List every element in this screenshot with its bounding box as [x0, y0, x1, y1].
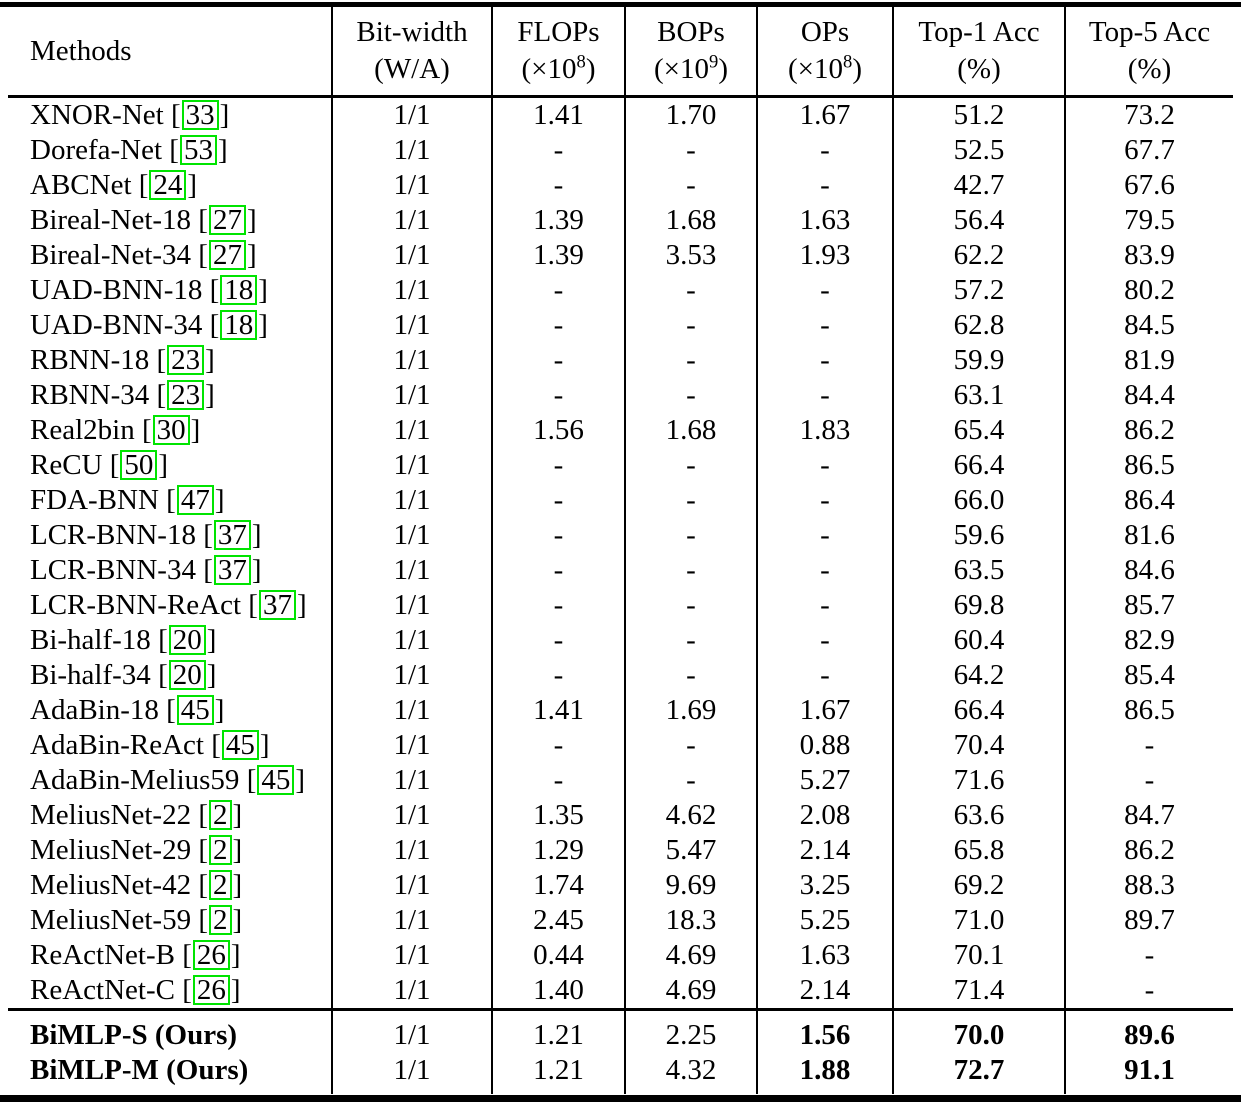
- citation-link[interactable]: 33: [182, 100, 219, 130]
- citation-link[interactable]: 2: [209, 800, 232, 830]
- bops-value: 1.68: [625, 203, 757, 238]
- table-body-ours: [8, 1010, 1233, 1095]
- citation-link[interactable]: 18: [220, 310, 257, 340]
- method-cell: Dorefa-Net [ 53 ]: [8, 133, 332, 168]
- method-cell: Bi-half-18 [ 20 ]: [8, 623, 332, 658]
- top1-value: 60.4: [893, 623, 1065, 658]
- table-row: [8, 588, 1233, 623]
- method-cell: [8, 1010, 332, 1054]
- table-row: [8, 658, 1233, 693]
- citation-link[interactable]: 2: [209, 905, 232, 935]
- method-name: RBNN-34: [30, 379, 150, 411]
- wa-value: 1/1: [332, 728, 492, 763]
- ops-value: 5.25: [757, 903, 893, 938]
- table-row: [8, 413, 1233, 448]
- method-cell: MeliusNet-29 [ 2 ]: [8, 833, 332, 868]
- top1-value: 62.2: [893, 238, 1065, 273]
- bops-value: -: [625, 448, 757, 483]
- header-row: [8, 7, 1233, 97]
- citation-link[interactable]: 45: [222, 730, 259, 760]
- ops-value: 2.08: [757, 798, 893, 833]
- column-unit: $(\times 10^8)$: [521, 51, 596, 85]
- method-name: AdaBin-18: [30, 694, 159, 726]
- wa-value: 1/1: [332, 833, 492, 868]
- table-row: [8, 518, 1233, 553]
- top5-value: 84.4: [1124, 379, 1175, 411]
- table-row: [8, 343, 1233, 378]
- table-row: [8, 308, 1233, 343]
- method-name: XNOR-Net: [30, 99, 164, 131]
- method-cell: ReCU [ 50 ]: [8, 448, 332, 483]
- table-row: [8, 938, 1233, 973]
- ops-value: -: [757, 623, 893, 658]
- table-row: [8, 203, 1233, 238]
- citation-link[interactable]: 18: [220, 275, 257, 305]
- bops-value: -: [625, 623, 757, 658]
- citation-link[interactable]: 2: [209, 870, 232, 900]
- method-name: ReActNet-C: [30, 974, 175, 1006]
- ops-value: -: [757, 483, 893, 518]
- ops-value: -: [757, 273, 893, 308]
- citation-link[interactable]: 53: [180, 135, 217, 165]
- wa-value: 1/1: [332, 693, 492, 728]
- method-name: MeliusNet-59: [30, 904, 192, 936]
- wa-value: 1/1: [332, 413, 492, 448]
- bops-value: -: [625, 133, 757, 168]
- top1-value: 57.2: [893, 273, 1065, 308]
- method-name: RBNN-18: [30, 344, 150, 376]
- top5-value: 89.7: [1124, 904, 1175, 936]
- ops-value: 1.63: [757, 938, 893, 973]
- method-name: UAD-BNN-18: [30, 274, 203, 306]
- wa-value: 1/1: [332, 938, 492, 973]
- method-name: MeliusNet-22: [30, 799, 192, 831]
- top5-value: 67.7: [1124, 134, 1175, 166]
- ops-value: 0.88: [757, 728, 893, 763]
- flops-value: 0.44: [492, 938, 625, 973]
- bops-value: -: [625, 273, 757, 308]
- wa-value: 1/1: [332, 518, 492, 553]
- method-name: Dorefa-Net: [30, 134, 163, 166]
- table-header: [8, 7, 1233, 97]
- bops-value: -: [625, 308, 757, 343]
- flops-value: 1.21: [492, 1010, 625, 1054]
- wa-value: 1/1: [332, 168, 492, 203]
- method-name: ReCU: [30, 449, 103, 481]
- top1-value: 56.4: [893, 203, 1065, 238]
- top5-value: 89.6: [1124, 1019, 1175, 1051]
- top1-value: 66.0: [893, 483, 1065, 518]
- wa-value: 1/1: [332, 273, 492, 308]
- citation-link[interactable]: 26: [193, 975, 230, 1005]
- top1-value: 52.5: [893, 133, 1065, 168]
- table-bottom-rule: [0, 1095, 1241, 1102]
- citation-link[interactable]: 27: [209, 205, 246, 235]
- wa-value: 1/1: [332, 343, 492, 378]
- table-row: [8, 273, 1233, 308]
- ops-value: 1.93: [757, 238, 893, 273]
- ops-value: 2.14: [757, 833, 893, 868]
- method-name: Bi-half-34: [30, 659, 151, 691]
- bops-value: 4.69: [625, 938, 757, 973]
- table-row: [8, 833, 1233, 868]
- citation-link[interactable]: 45: [177, 695, 214, 725]
- top5-value: 85.4: [1124, 659, 1175, 691]
- top1-value: 71.4: [893, 973, 1065, 1010]
- bops-value: -: [625, 518, 757, 553]
- flops-value: 1.29: [492, 833, 625, 868]
- table-row: [8, 798, 1233, 833]
- table-row: [8, 763, 1233, 798]
- ops-value: 1.67: [757, 693, 893, 728]
- top1-value: 62.8: [893, 308, 1065, 343]
- flops-value: -: [492, 728, 625, 763]
- bops-value: 4.62: [625, 798, 757, 833]
- method-cell: LCR-BNN-34 [ 37 ]: [8, 553, 332, 588]
- wa-value: 1/1: [332, 658, 492, 693]
- bops-value: 3.53: [625, 238, 757, 273]
- top5-value: 86.5: [1124, 694, 1175, 726]
- method-cell: AdaBin-18 [ 45 ]: [8, 693, 332, 728]
- flops-value: -: [492, 658, 625, 693]
- method-cell: Bi-half-34 [ 20 ]: [8, 658, 332, 693]
- bops-value: -: [625, 168, 757, 203]
- top1-value: 51.2: [893, 97, 1065, 134]
- top5-value: 86.4: [1124, 484, 1175, 516]
- method-cell: ReActNet-B [ 26 ]: [8, 938, 332, 973]
- flops-value: -: [492, 588, 625, 623]
- method-cell: MeliusNet-22 [ 2 ]: [8, 798, 332, 833]
- ops-value: 1.88: [757, 1053, 893, 1094]
- ops-value: -: [757, 553, 893, 588]
- flops-value: 1.74: [492, 868, 625, 903]
- method-name: AdaBin-ReAct: [30, 729, 204, 761]
- top5-value: 85.7: [1124, 589, 1175, 621]
- table-body: [8, 97, 1233, 1010]
- top5-value: 81.9: [1124, 344, 1175, 376]
- table-row: [8, 553, 1233, 588]
- results-table: [8, 7, 1233, 1094]
- flops-value: -: [492, 273, 625, 308]
- flops-value: -: [492, 133, 625, 168]
- method-cell: UAD-BNN-18 [ 18 ]: [8, 273, 332, 308]
- citation-link[interactable]: 2: [209, 835, 232, 865]
- bops-value: 4.32: [625, 1053, 757, 1094]
- flops-value: 1.41: [492, 693, 625, 728]
- wa-value: 1/1: [332, 553, 492, 588]
- top5-value: -: [1144, 729, 1155, 761]
- table-row: [8, 378, 1233, 413]
- top1-value: 66.4: [893, 448, 1065, 483]
- citation-link[interactable]: 45: [257, 765, 294, 795]
- bops-value: -: [625, 553, 757, 588]
- wa-value: 1/1: [332, 308, 492, 343]
- top5-value: 84.5: [1124, 309, 1175, 341]
- flops-value: 1.41: [492, 97, 625, 134]
- bops-value: -: [625, 728, 757, 763]
- top5-value: 91.1: [1124, 1054, 1175, 1086]
- top1-value: 59.9: [893, 343, 1065, 378]
- method-name: Bireal-Net-18: [30, 204, 192, 236]
- method-name: LCR-BNN-18: [30, 519, 196, 551]
- flops-value: 1.56: [492, 413, 625, 448]
- top1-value: 71.0: [893, 903, 1065, 938]
- bops-value: 5.47: [625, 833, 757, 868]
- top1-value: 70.0: [893, 1010, 1065, 1054]
- bops-value: 9.69: [625, 868, 757, 903]
- citation-link[interactable]: 30: [153, 415, 190, 445]
- top5-value: 79.5: [1124, 204, 1175, 236]
- method-cell: AdaBin-Melius59 [ 45 ]: [8, 763, 332, 798]
- top5-value: 86.5: [1124, 449, 1175, 481]
- method-name: ReActNet-B: [30, 939, 175, 971]
- ours-table-row: [8, 1010, 1233, 1054]
- flops-value: -: [492, 518, 625, 553]
- flops-value: -: [492, 763, 625, 798]
- bops-value: -: [625, 378, 757, 413]
- column-header-top5: Top-5 Acc (%): [1065, 7, 1233, 97]
- flops-value: -: [492, 308, 625, 343]
- flops-value: 2.45: [492, 903, 625, 938]
- ops-value: 2.14: [757, 973, 893, 1010]
- bops-value: -: [625, 658, 757, 693]
- top5-value: 80.2: [1124, 274, 1175, 306]
- wa-value: 1/1: [332, 203, 492, 238]
- wa-value: 1/1: [332, 973, 492, 1010]
- flops-value: 1.35: [492, 798, 625, 833]
- flops-value: 1.39: [492, 238, 625, 273]
- table-row: [8, 973, 1233, 1010]
- flops-value: -: [492, 448, 625, 483]
- wa-value: 1/1: [332, 623, 492, 658]
- bops-value: 4.69: [625, 973, 757, 1010]
- method-name: Real2bin: [30, 414, 135, 446]
- wa-value: 1/1: [332, 868, 492, 903]
- method-name: Bi-half-18: [30, 624, 151, 656]
- table-row: [8, 448, 1233, 483]
- wa-value: 1/1: [332, 448, 492, 483]
- method-cell: Bireal-Net-34 [ 27 ]: [8, 238, 332, 273]
- flops-value: -: [492, 378, 625, 413]
- method-name: LCR-BNN-ReAct: [30, 589, 242, 621]
- table-row: [8, 728, 1233, 763]
- wa-value: 1/1: [332, 483, 492, 518]
- top1-value: 63.6: [893, 798, 1065, 833]
- wa-value: 1/1: [332, 133, 492, 168]
- table-row: [8, 238, 1233, 273]
- method-name: LCR-BNN-34: [30, 554, 196, 586]
- method-cell: MeliusNet-42 [ 2 ]: [8, 868, 332, 903]
- table-row: [8, 623, 1233, 658]
- column-unit: $(\times 10^9)$: [654, 51, 728, 85]
- method-cell: RBNN-34 [ 23 ]: [8, 378, 332, 413]
- method-cell: XNOR-Net [ 33 ]: [8, 97, 332, 134]
- flops-value: -: [492, 553, 625, 588]
- citation-link[interactable]: 47: [177, 485, 214, 515]
- citation-link[interactable]: 37: [259, 590, 296, 620]
- ops-value: -: [757, 518, 893, 553]
- ops-value: -: [757, 588, 893, 623]
- method-cell: MeliusNet-59 [ 2 ]: [8, 903, 332, 938]
- table-row: [8, 97, 1233, 134]
- wa-value: 1/1: [332, 97, 492, 134]
- method-cell: LCR-BNN-ReAct [ 37 ]: [8, 588, 332, 623]
- column-header-ops: OPs $(\times 10^8)$: [757, 7, 893, 97]
- wa-value: 1/1: [332, 588, 492, 623]
- top5-value: 84.7: [1124, 799, 1175, 831]
- flops-value: -: [492, 483, 625, 518]
- top5-value: -: [1144, 939, 1155, 971]
- top5-value: 81.6: [1124, 519, 1175, 551]
- wa-value: 1/1: [332, 1010, 492, 1054]
- citation-link[interactable]: 24: [149, 170, 186, 200]
- top1-value: 63.1: [893, 378, 1065, 413]
- method-name: MeliusNet-29: [30, 834, 192, 866]
- flops-value: -: [492, 168, 625, 203]
- top1-value: 70.4: [893, 728, 1065, 763]
- column-header-top1: Top-1 Acc (%): [893, 7, 1065, 97]
- method-cell: UAD-BNN-34 [ 18 ]: [8, 308, 332, 343]
- ops-value: -: [757, 133, 893, 168]
- top1-value: 69.2: [893, 868, 1065, 903]
- top5-value: -: [1065, 973, 1233, 1010]
- top5-value: -: [1144, 764, 1155, 796]
- wa-value: 1/1: [332, 238, 492, 273]
- citation-link[interactable]: 26: [193, 940, 230, 970]
- bops-value: 1.70: [625, 97, 757, 134]
- ops-value: -: [757, 343, 893, 378]
- method-name: FDA-BNN: [30, 484, 159, 516]
- ops-value: 3.25: [757, 868, 893, 903]
- ops-value: 1.67: [757, 97, 893, 134]
- citation-link[interactable]: 23: [167, 380, 204, 410]
- ops-value: -: [757, 378, 893, 413]
- column-header-wa: Bit-width (W/A): [332, 7, 492, 97]
- ops-value: 1.83: [757, 413, 893, 448]
- flops-value: 1.40: [492, 973, 625, 1010]
- top1-value: 64.2: [893, 658, 1065, 693]
- table-row: [8, 133, 1233, 168]
- bops-value: -: [625, 343, 757, 378]
- ops-value: 5.27: [757, 763, 893, 798]
- bops-value: -: [625, 483, 757, 518]
- top1-value: 72.7: [893, 1053, 1065, 1094]
- bops-value: -: [625, 588, 757, 623]
- top5-value: 86.2: [1124, 414, 1175, 446]
- citation-link[interactable]: 20: [169, 625, 206, 655]
- citation-link[interactable]: 27: [209, 240, 246, 270]
- top1-value: 69.8: [893, 588, 1065, 623]
- table-row: [8, 693, 1233, 728]
- method-name: BiMLP-M (Ours): [30, 1054, 249, 1086]
- flops-value: -: [492, 623, 625, 658]
- ops-value: 1.56: [757, 1010, 893, 1054]
- method-name: ABCNet: [30, 169, 132, 201]
- wa-value: 1/1: [332, 1053, 492, 1094]
- bops-value: 18.3: [625, 903, 757, 938]
- top5-value: 82.9: [1124, 624, 1175, 656]
- wa-value: 1/1: [332, 903, 492, 938]
- top1-value: 71.6: [893, 763, 1065, 798]
- method-cell: ABCNet [ 24 ]: [8, 168, 332, 203]
- ops-value: -: [757, 168, 893, 203]
- citation-link[interactable]: 23: [167, 345, 204, 375]
- citation-link[interactable]: 50: [120, 450, 157, 480]
- ops-value: -: [757, 448, 893, 483]
- column-header-bops: BOPs $(\times 10^9)$: [625, 7, 757, 97]
- table-row: [8, 868, 1233, 903]
- flops-value: 1.39: [492, 203, 625, 238]
- column-unit: $(\times 10^8)$: [788, 51, 862, 85]
- ops-value: 1.63: [757, 203, 893, 238]
- ops-value: -: [757, 658, 893, 693]
- method-name: UAD-BNN-34: [30, 309, 203, 341]
- method-name: Bireal-Net-34: [30, 239, 192, 271]
- ops-value: -: [757, 308, 893, 343]
- method-cell: AdaBin-ReAct [ 45 ]: [8, 728, 332, 763]
- method-name: BiMLP-S (Ours): [30, 1019, 238, 1051]
- table-row: [8, 483, 1233, 518]
- wa-value: 1/1: [332, 378, 492, 413]
- top5-value: 88.3: [1124, 869, 1175, 901]
- method-cell: ReActNet-C [ 26 ]: [8, 973, 332, 1010]
- top1-value: 66.4: [893, 693, 1065, 728]
- top1-value: 59.6: [893, 518, 1065, 553]
- top1-value: 70.1: [893, 938, 1065, 973]
- table-row: [8, 903, 1233, 938]
- top5-value: 73.2: [1124, 99, 1175, 131]
- citation-link[interactable]: 20: [169, 660, 206, 690]
- bops-value: 1.69: [625, 693, 757, 728]
- method-cell: Bireal-Net-18 [ 27 ]: [8, 203, 332, 238]
- ours-table-row: [8, 1053, 1233, 1094]
- column-header-method: Methods: [8, 7, 332, 97]
- table-row: [8, 168, 1233, 203]
- column-header-flops: FLOPs $(\times 10^8)$: [492, 7, 625, 97]
- method-name: AdaBin-Melius59: [30, 764, 240, 796]
- method-cell: RBNN-18 [ 23 ]: [8, 343, 332, 378]
- top5-value: 86.2: [1124, 834, 1175, 866]
- citation-link[interactable]: 37: [214, 520, 251, 550]
- top5-value: 67.6: [1124, 169, 1175, 201]
- method-cell: Real2bin [ 30 ]: [8, 413, 332, 448]
- flops-value: 1.21: [492, 1053, 625, 1094]
- method-cell: FDA-BNN [ 47 ]: [8, 483, 332, 518]
- bops-value: 2.25: [625, 1010, 757, 1054]
- top1-value: 65.8: [893, 833, 1065, 868]
- method-name: MeliusNet-42: [30, 869, 192, 901]
- top1-value: 63.5: [893, 553, 1065, 588]
- wa-value: 1/1: [332, 763, 492, 798]
- bops-value: 1.68: [625, 413, 757, 448]
- top5-value: 84.6: [1124, 554, 1175, 586]
- top1-value: 65.4: [893, 413, 1065, 448]
- wa-value: 1/1: [332, 798, 492, 833]
- bops-value: -: [625, 763, 757, 798]
- method-cell: [8, 1053, 332, 1094]
- citation-link[interactable]: 37: [214, 555, 251, 585]
- flops-value: -: [492, 343, 625, 378]
- method-cell: LCR-BNN-18 [ 37 ]: [8, 518, 332, 553]
- top1-value: 42.7: [893, 168, 1065, 203]
- top5-value: 83.9: [1124, 239, 1175, 271]
